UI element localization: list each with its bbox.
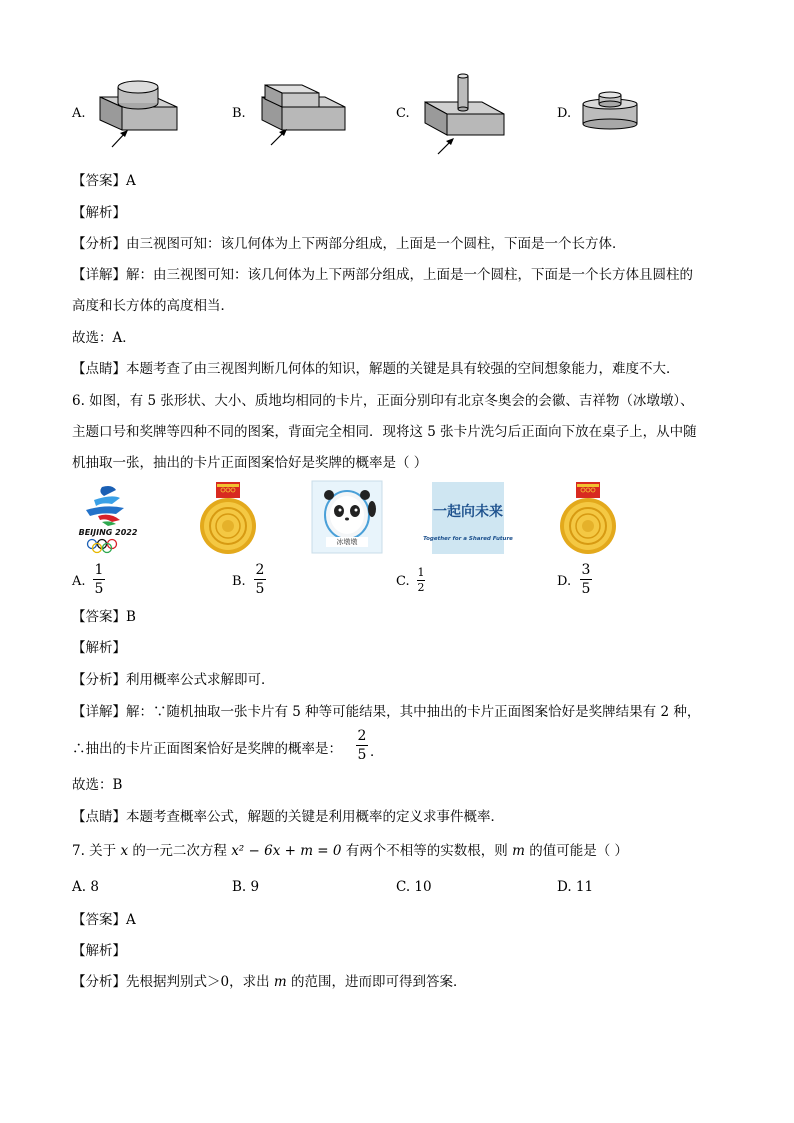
q7-stem-post: 有两个不相等的实数根，则 <box>345 843 508 859</box>
q6-guxuan: 故选：B <box>72 777 123 793</box>
q6-xiangjie-den: 5 <box>357 747 367 763</box>
medal-card-1 <box>190 480 266 556</box>
q7-option-d: D. 11 <box>557 879 594 895</box>
q6-xiangjie-line1: 【详解】解：∵随机抽取一张卡片有 5 种等可能结果，其中抽出的卡片正面图案恰好是奖牌结果有 2 种， <box>72 704 701 720</box>
q7-stem <box>72 842 628 860</box>
q6-option-a-fraction <box>93 562 105 597</box>
emblem-text: BEIJING 2022 <box>78 528 138 537</box>
q6-option-a-num: 1 <box>94 562 104 578</box>
q6-jiexi-label: 【解析】 <box>72 640 126 656</box>
q7-stem-end: 的值可能是（ ） <box>529 843 628 859</box>
q7-fenxi-pre: 【分析】先根据判别式＞0，求出 <box>72 974 270 990</box>
fraction-bar <box>580 579 592 580</box>
q6-option-c-num: 1 <box>417 566 425 579</box>
q7-option-c: C. 10 <box>396 879 432 895</box>
fraction-bar <box>93 579 105 580</box>
q6-option-b-fraction <box>254 562 266 597</box>
q7-option-b: B. 9 <box>232 879 260 895</box>
q5-guxuan: 故选：A． <box>72 330 136 346</box>
mascot-name-text: 冰墩墩 <box>336 538 358 546</box>
q5-figure-c <box>420 70 515 160</box>
medal-card-2 <box>550 480 626 556</box>
q5-option-b-letter: B. <box>232 106 246 121</box>
q6-stem-line3: 机抽取一张，抽出的卡片正面图案恰好是奖牌的概率是（ ） <box>72 455 428 471</box>
q5-option-a-letter: A. <box>72 106 86 121</box>
q5-figure-a <box>95 75 185 150</box>
fraction-bar <box>356 745 368 746</box>
slogan-cn-text: 一起向未来 <box>433 504 503 520</box>
q5-figure-d <box>580 88 640 133</box>
slogan-en-text: Together for a Shared Future <box>423 536 513 542</box>
q6-option-b-letter: B. <box>232 574 246 589</box>
q5-figure-b <box>257 75 352 150</box>
fraction-bar <box>254 579 266 580</box>
q6-xiangjie-fraction <box>356 728 368 763</box>
q6-xiangjie-num: 2 <box>357 728 367 744</box>
emblem-card <box>72 482 144 554</box>
mascot-card <box>312 481 382 553</box>
q6-xiangjie-line2-text: ∴抽出的卡片正面图案恰好是奖牌的概率是： <box>72 741 342 757</box>
q6-option-b-den: 5 <box>255 581 265 597</box>
q5-option-c-letter: C. <box>396 106 410 121</box>
q5-xiangjie-line2: 高度和长方体的高度相当． <box>72 298 234 314</box>
q5-answer: 【答案】A <box>72 173 136 189</box>
q7-fenxi <box>72 973 467 991</box>
q6-xiangjie-line2 <box>72 740 342 758</box>
q6-fenxi: 【分析】利用概率公式求解即可． <box>72 672 275 688</box>
q7-stem-pre: 7. 关于 <box>72 843 117 859</box>
q6-option-a-den: 5 <box>94 581 104 597</box>
q5-jiexi-label: 【解析】 <box>72 205 126 221</box>
q5-fenxi: 【分析】由三视图可知：该几何体为上下两部分组成，上面是一个圆柱，下面是一个长方体． <box>72 236 626 252</box>
q7-stem-x: x <box>120 843 129 859</box>
q5-option-d-letter: D. <box>557 106 572 121</box>
q5-dianjing: 【点睛】本题考查了由三视图判断几何体的知识，解题的关键是具有较强的空间想象能力，难度不大． <box>72 361 680 377</box>
q6-stem-line2: 主题口号和奖牌等四种不同的图案，背面完全相同．现将这 5 张卡片洗匀后正面向下放在桌子上，从中随 <box>72 424 697 440</box>
q7-stem-m: m <box>512 843 525 859</box>
q6-option-d-num: 3 <box>581 562 591 578</box>
q6-stem-line1: 6. 如图，有 5 张形状、大小、质地均相同的卡片，正面分别印有北京冬奥会的会徽、吉祥物（冰墩墩）、 <box>72 393 694 409</box>
q6-option-d-letter: D. <box>557 574 572 589</box>
q7-stem-mid: 的一元二次方程 <box>132 843 227 859</box>
q6-dianjing: 【点睛】本题考查概率公式，解题的关键是利用概率的定义求事件概率． <box>72 809 504 825</box>
q7-answer: 【答案】A <box>72 912 136 928</box>
slogan-card <box>423 482 513 554</box>
q5-xiangjie-line1: 【详解】解：由三视图可知：该几何体为上下两部分组成，上面是一个圆柱，下面是一个长方体且圆柱的 <box>72 267 693 283</box>
q6-option-c-letter: C. <box>396 574 410 589</box>
q7-option-a: A. 8 <box>72 879 99 895</box>
q6-option-c-fraction <box>417 567 425 594</box>
q7-equation: x² − 6x + m = 0 <box>231 843 342 859</box>
q7-jiexi-label: 【解析】 <box>72 943 126 959</box>
q6-option-b-num: 2 <box>255 562 265 578</box>
q7-fenxi-post: 的范围，进而即可得到答案． <box>291 974 467 990</box>
q6-option-d-den: 5 <box>581 581 591 597</box>
q6-xiangjie-period: ． <box>370 744 384 760</box>
q6-option-c-den: 2 <box>417 581 425 594</box>
q6-answer: 【答案】B <box>72 609 136 625</box>
q6-option-d-fraction <box>580 562 592 597</box>
q7-fenxi-m: m <box>273 974 287 990</box>
q6-option-a-letter: A. <box>72 574 86 589</box>
